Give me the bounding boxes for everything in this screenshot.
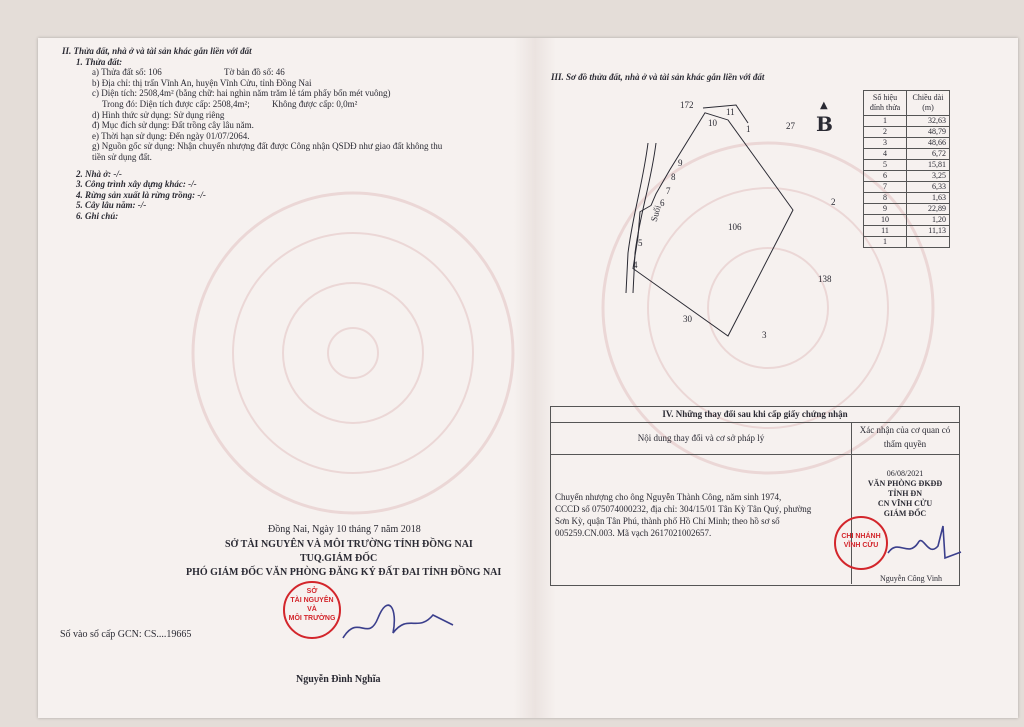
construction: 3. Công trình xây dựng khác: -/- [76,179,197,190]
vertex-cell: 7 [864,182,907,193]
usage-term: e) Thời hạn sử dụng: Đến ngày 01/07/2064. [92,130,250,141]
length-cell: 48,79 [907,127,950,138]
watermark-drum-left [188,188,518,518]
table-row [864,204,950,215]
vertex-label: 9 [678,158,683,168]
certificate-sheet [38,38,1018,718]
branch-seal [834,516,888,570]
notes: 6. Ghi chú: [76,210,119,221]
table-row [864,160,950,171]
vertex-cell: 1 [864,237,907,248]
length-cell: 6,72 [907,149,950,160]
vertex-label: 1 [746,124,751,134]
vertex-label: 8 [671,172,676,182]
confirm-office: CN VĨNH CỬU [877,499,933,508]
area-granted: Trong đó: Diện tích được cấp: 2508,4m²; [102,98,250,109]
vertex-label: 5 [638,238,643,248]
vertex-label: 2 [831,197,836,207]
table-row [864,182,950,193]
vertex-cell: 9 [864,204,907,215]
row-divider [852,454,959,455]
perennial: 5. Cây lâu năm: -/- [76,200,147,211]
change-line: Sơn Kỳ, quận Tân Phú, thành phố Hồ Chí Minh; theo hồ sơ số [555,516,780,526]
vertex-cell: 3 [864,138,907,149]
area-breakdown [62,99,492,110]
length-cell: 3,25 [907,171,950,182]
table-row [864,116,950,127]
map-sheet: Tờ bản đồ số: 46 [223,67,285,78]
usage-form: d) Hình thức sử dụng: Sử dụng riêng [92,109,225,120]
change-line: 005259.CN.003. Mã vạch 2617021002657. [555,528,712,538]
length-cell: 15,81 [907,160,950,171]
seal-line: MÔI TRƯỜNG [288,615,336,622]
length-cell: 11,13 [907,226,950,237]
seal-line: CHI NHÁNH [841,533,881,540]
vertex-cell: 5 [864,160,907,171]
parcel-info [62,46,492,222]
column-confirm-header: Xác nhận của cơ quan có thẩm quyền [859,425,951,449]
confirm-office: GIÁM ĐỐC [883,509,927,518]
cert-book-number: Số vào sổ cấp GCN: CS....19665 [60,629,192,640]
origin-cont: tiền sử dụng đất. [92,151,152,162]
length-cell [907,237,950,248]
column-content-header: Nội dung thay đổi và cơ sở pháp lý [551,422,852,455]
area: c) Diện tích: 2508,4m² (bằng chữ: hai nghìn năm trăm lẻ tám phẩy bốn mét vuông) [92,88,391,99]
seal-line: SỞ [306,588,318,595]
parcel-label: 106 [728,222,742,232]
vertex-cell: 8 [864,193,907,204]
vertex-label: 6 [660,198,665,208]
issue-date: Đồng Nai, Ngày 10 tháng 7 năm 2018 [268,524,421,535]
seal-line: TÀI NGUYÊN [290,597,334,604]
vertex-label: 3 [762,330,767,340]
table-row [864,215,950,226]
vertex-cell: 10 [864,215,907,226]
confirm-signer: Nguyễn Công Vinh [880,574,943,583]
forest: 4. Rừng sản xuất là rừng trồng: -/- [76,189,206,200]
address: b) Địa chỉ: thị trấn Vĩnh An, huyện Vĩnh Cửu, tỉnh Đồng Nai [92,77,312,88]
signer-name: Nguyễn Đình Nghĩa [296,674,381,685]
road-label: Suối [648,204,663,223]
confirm-block [855,469,955,519]
north-label: B [816,112,833,136]
boundary-length-table [863,90,950,248]
length-cell: 22,89 [907,204,950,215]
vertex-label: 10 [708,118,717,128]
vertex-cell: 1 [864,116,907,127]
length-cell: 48,66 [907,138,950,149]
vertex-label: 4 [633,260,638,270]
table-row [864,138,950,149]
change-line: Chuyển nhượng cho ông Nguyễn Thành Công, năm sinh 1974, [555,492,782,502]
changes-title: IV. Những thay đổi sau khi cấp giấy chứng nhận [551,407,959,423]
table-row [864,149,950,160]
neighbor-parcel: 27 [786,121,795,131]
seal-line: VÀ [307,606,317,613]
signature-right [883,518,963,568]
confirm-office: TỈNH ĐN [887,489,922,498]
section-heading-ii: II. Thửa đất, nhà ở và tài sản khác gắn liền với đất [62,46,252,56]
table-row [864,127,950,138]
page-fold [514,38,556,718]
vertex-label: 11 [726,107,735,117]
vertex-cell: 4 [864,149,907,160]
parcel-number: a) Thửa đất số: 106 [92,67,162,78]
neighbor-parcel: 172 [680,100,694,110]
length-cell: 1,20 [907,215,950,226]
house: 2. Nhà ở: -/- [76,168,122,179]
vertex-label: 7 [666,186,671,196]
table-row [864,226,950,237]
issuing-org: SỞ TÀI NGUYÊN VÀ MÔI TRƯỜNG TỈNH ĐỒNG NAI [225,539,473,550]
signer-title: PHÓ GIÁM ĐỐC VĂN PHÒNG ĐĂNG KÝ ĐẤT ĐAI TỈNH ĐỒNG NAI [186,567,502,578]
change-content [555,491,849,539]
vertex-cell: 2 [864,127,907,138]
table-row [864,237,950,248]
length-cell: 32,63 [907,116,950,127]
length-cell: 6,33 [907,182,950,193]
ministry-seal [283,581,341,639]
origin: g) Nguồn gốc sử dụng: Nhận chuyển nhượng đất được Công nhận QSDĐ như giao đất không thu [92,141,443,152]
authorization: TUQ.GIÁM ĐỐC [300,553,378,564]
seal-line: VĨNH CỬU [843,542,879,549]
parcel-number-row [62,67,492,78]
parcel-title: 1. Thửa đất: [76,56,123,67]
vertex-cell: 11 [864,226,907,237]
table-header: Chiều dài (m) [907,91,950,116]
usage-purpose: đ) Mục đích sử dụng: Đất trồng cây lâu năm. [92,120,254,131]
neighbor-parcel: 30 [683,314,692,324]
area-not-granted: Không được cấp: 0,0m² [272,98,358,109]
vertex-cell: 6 [864,171,907,182]
confirm-date: 06/08/2021 [886,469,924,478]
table-row [864,171,950,182]
section-heading-iii: III. Sơ đồ thửa đất, nhà ở và tài sản khác gắn liền với đất [551,72,765,82]
neighbor-parcel: 138 [818,274,832,284]
table-header: Số hiệu đỉnh thửa [864,91,907,116]
confirm-office: VĂN PHÒNG ĐKĐĐ [867,479,943,488]
change-line: CCCD số 075074000232, địa chỉ: 304/15/01 Tân Kỳ Tân Quý, phường [555,504,812,514]
table-header-row [864,91,950,116]
table-row [864,193,950,204]
signature-left [338,603,458,648]
north-arrow-icon: ▲ B [816,100,833,136]
length-cell: 1,63 [907,193,950,204]
